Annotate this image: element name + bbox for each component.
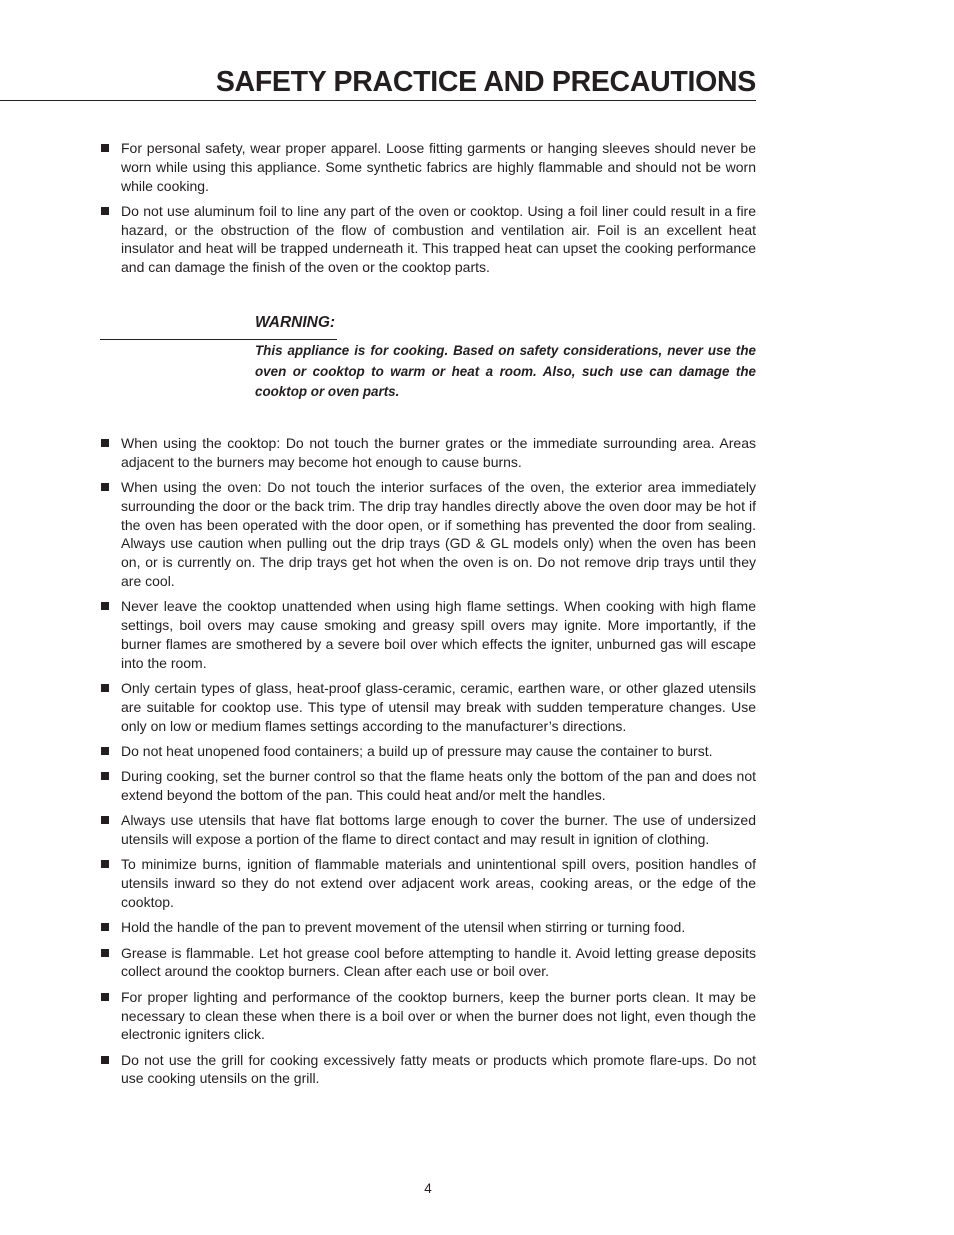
bullet-square-icon: [101, 860, 109, 868]
list-item: [100, 1051, 756, 1089]
list-item-text: When using the oven: Do not touch the interior surfaces of the oven, the exterior area immediately surrounding the door or the back trim. The drip tray handles directly above the oven door may be hot if the oven has been operated with the door open, or if something has prevented the door from sealing. Always use caution when pulling out the drip trays (GD & GL models only) when the oven has been on, or is currently on. The drip trays get hot when the oven is on. Do not remove drip trays until they are cool.: [121, 479, 756, 590]
list-item: [100, 434, 756, 472]
bullet-square-icon: [101, 816, 109, 824]
list-item-text: During cooking, set the burner control so that the flame heats only the bottom of the pan and does not extend beyond the bottom of the pan. This could heat and/or melt the handles.: [121, 768, 756, 804]
list-item-text: Do not use the grill for cooking excessively fatty meats or products which promote flare-ups. Do not use cooking utensils on the grill.: [121, 1051, 756, 1087]
list-item: [100, 855, 756, 911]
bullet-square-icon: [101, 439, 109, 447]
bullet-square-icon: [101, 1056, 109, 1064]
bullet-square-icon: [101, 602, 109, 610]
page-title: SAFETY PRACTICE AND PRECAUTIONS: [215, 66, 756, 98]
list-item-text: When using the cooktop: Do not touch the burner grates or the immediate surrounding area. Areas adjacent to the burners may become hot enough to cause burns.: [121, 435, 756, 470]
page-title-bar: [0, 64, 756, 101]
page-number: 4: [424, 1181, 432, 1196]
list-item: [100, 944, 756, 982]
list-item: [100, 679, 756, 735]
list-item-text: To minimize burns, ignition of flammable materials and unintentional spill overs, position handles of utensils inward so they do not extend over adjacent work areas, cooking areas, or the edge of the cooktop.: [121, 856, 756, 911]
bullet-square-icon: [101, 684, 109, 692]
list-item: [100, 742, 756, 761]
list-item: [100, 811, 756, 849]
list-item: [100, 767, 756, 805]
list-item-text: Grease is flammable. Let hot grease cool before attempting to handle it. Avoid letting grease deposits collect around the cooktop burners. Clean after each use or boil over.: [121, 944, 756, 980]
list-item: [100, 478, 756, 591]
list-item-text: For personal safety, wear proper apparel. Loose fitting garments or hanging sleeves should never be worn while using this appliance. Some synthetic fabrics are highly flammable and should not be worn while cooking.: [121, 140, 756, 194]
list-item: [100, 988, 756, 1044]
bullet-square-icon: [101, 207, 109, 215]
bullet-square-icon: [101, 993, 109, 1001]
bullet-square-icon: [101, 483, 109, 491]
bullet-square-icon: [101, 949, 109, 957]
list-item-text: Hold the handle of the pan to prevent movement of the utensil when stirring or turning food.: [121, 919, 686, 936]
warning-heading: WARNING:: [255, 314, 336, 331]
bullet-square-icon: [101, 923, 109, 931]
list-item-text: Always use utensils that have flat bottoms large enough to cover the burner. The use of undersized utensils will expose a portion of the flame to direct contact and may result in ignition of clothing.: [121, 812, 756, 848]
list-item: [100, 597, 756, 672]
warning-text: This appliance is for cooking. Based on safety considerations, never use the oven or cooktop to warm or heat a room. Also, such use can damage the cooktop or oven parts.: [255, 343, 756, 399]
bullet-square-icon: [101, 144, 109, 152]
list-item-text: Never leave the cooktop unattended when using high flame settings. When cooking with high flame settings, boil overs may cause smoking and greasy spill overs may ignite. More importantly, if the burner flames are smothered by a severe boil over which effects the igniter, unburned gas will escape into the room.: [121, 598, 756, 671]
list-item-text: Do not heat unopened food containers; a build up of pressure may cause the container to burst.: [121, 742, 713, 759]
bullet-square-icon: [101, 772, 109, 780]
warning-divider: [100, 339, 337, 340]
safety-list-bottom: [100, 434, 756, 1095]
list-item: [100, 139, 756, 195]
list-item-text: For proper lighting and performance of the cooktop burners, keep the burner ports clean. It may be necessary to clean these when there is a boil over or when the burner does not light, even though the electronic igniters click.: [121, 988, 756, 1043]
list-item-text: Do not use aluminum foil to line any part of the oven or cooktop. Using a foil liner could result in a fire hazard, or the obstruction of the flow of combustion and ventilation air. Foil is an excellent heat insulator and heat will be trapped underneath it. This trapped heat can upset the cooking performance and can damage the finish of the oven or the cooktop parts.: [121, 202, 756, 276]
list-item: [100, 918, 756, 937]
list-item: [100, 202, 756, 277]
safety-list-top: [100, 139, 756, 284]
bullet-square-icon: [101, 747, 109, 755]
list-item-text: Only certain types of glass, heat-proof glass-ceramic, ceramic, earthen ware, or other glazed utensils are suitable for cooktop use. This type of utensil may break with sudden temperature changes. Use only on low or medium flames settings according to the manufacturer’s directions.: [121, 680, 756, 734]
